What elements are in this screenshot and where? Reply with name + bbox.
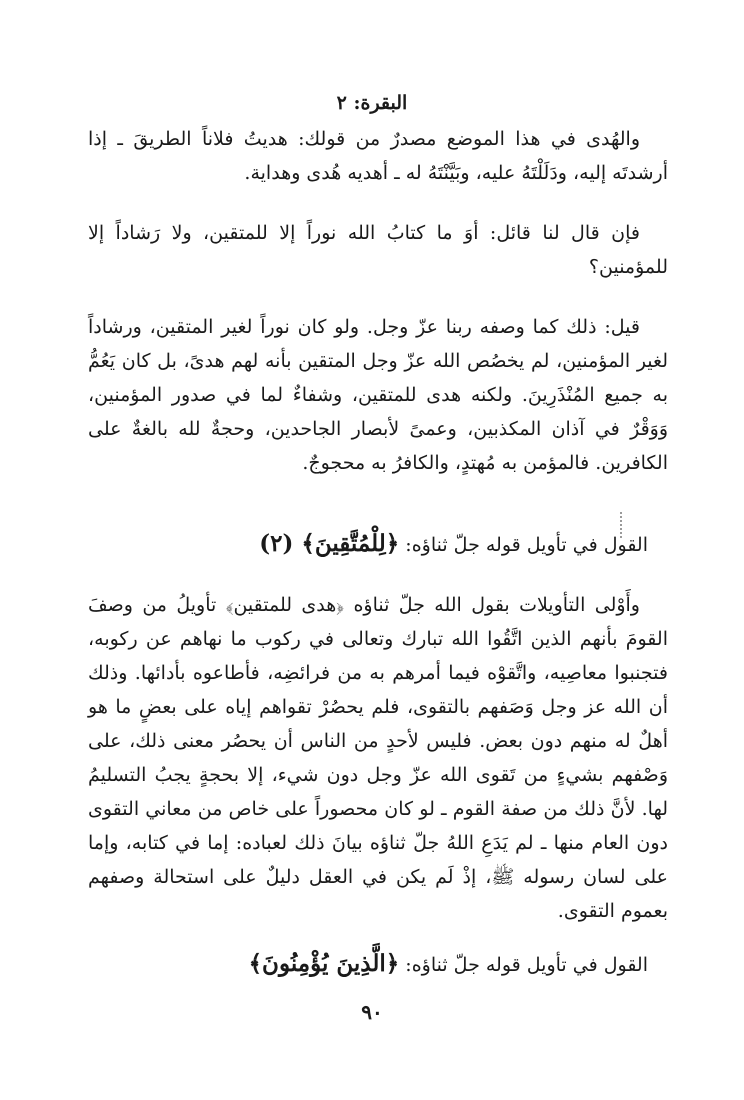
page-number: ٩٠ (361, 1000, 383, 1024)
heading-2-prefix: القول في تأويل قوله جلّ ثناؤه: (405, 954, 648, 976)
page-header: البقرة: ٢ (336, 92, 408, 114)
paragraph-3-text: قيل: ذلك كما وصفه ربنا عزّ وجل. ولو كان نوراً لغير المتقين، ورشاداً لغير المؤمنين، لم يخصُص الله عزّ وجل المتقين بأنه لهم هدىً، بل كان يَعُمُّ به جميع المُنْذَرِينَ. ولكنه هدى للمتقين، وشفاءٌ لما في صدور المؤمنين، وَوَقْرٌ في آذان المكذبين، وعمىً لأبصار الجاحدين، وحجةٌ لله بالغةٌ على الكافرين. فالمؤمن به مُهتدٍ، والكافرُ به محجوجٌ. (88, 316, 668, 474)
paragraph-2 (88, 216, 668, 284)
heading-2-verse: ﴿الَّذِينَ يُؤْمِنُونَ﴾ (248, 950, 400, 977)
paragraph-1 (88, 122, 668, 190)
paragraph-4 (88, 588, 668, 928)
paragraph-3 (88, 310, 668, 480)
heading-1-verse: ﴿لِلْمُتَّقِينَ﴾ (٢) (259, 530, 400, 557)
paragraph-2-text: فإن قال لنا قائل: أوَ ما كتابُ الله نوراً إلا للمتقين، ولا رَشاداً إلا للمؤمنين؟ (88, 222, 668, 278)
paragraph-4-text: وأَوْلى التأويلات بقول الله جلّ ثناؤه ﴿هدى للمتقين﴾ تأويلُ من وصفَ القومَ بأنهم الذين اتَّقُوا الله تبارك وتعالى في ركوب ما نهاهم عن ركوبه، فتجنبوا معاصِيه، واتَّقوْه فيما أمرهم به من فرائضِه، فأطاعوه بأدائها. وذلك أن الله عز وجل وَصَفهم بالتقوى، فلم يحصُرْ تقواهم إياه على بعضٍ ما هو أهلٌ له منهم دون بعض. فليس لأحدٍ من الناس أن يحصُر معنى ذلك، على وَصْفهم بشيءٍ من تَقوى الله عزّ وجل دون شيء، إلا بحجةٍ يجبُ التسليمُ لها. لأنَّ ذلك من صفة القوم ـ لو كان محصوراً على خاص من معاني التقوى دون العام منها ـ لم يَدَعِ اللهُ جلّ ثناؤه بيانَ ذلك لعباده: إما في كتابه، وإما على لسان رسوله ﷺ، إذْ لَم يكن في العقل دليلٌ على استحالة وصفهم بعموم التقوى. (88, 594, 668, 922)
section-heading-2 (88, 950, 648, 977)
section-heading-1 (88, 530, 648, 557)
heading-1-prefix: القول في تأويل قوله جلّ ثناؤه: (405, 534, 648, 556)
paragraph-1-text: والهُدى في هذا الموضع مصدرٌ من قولك: هديتُ فلاناً الطريقَ ـ إذا أرشدتَه إليه، ودَلَلْتَهُ عليه، وبَيَّنْتَهُ له ـ أهديه هُدى وهداية. (88, 128, 668, 184)
